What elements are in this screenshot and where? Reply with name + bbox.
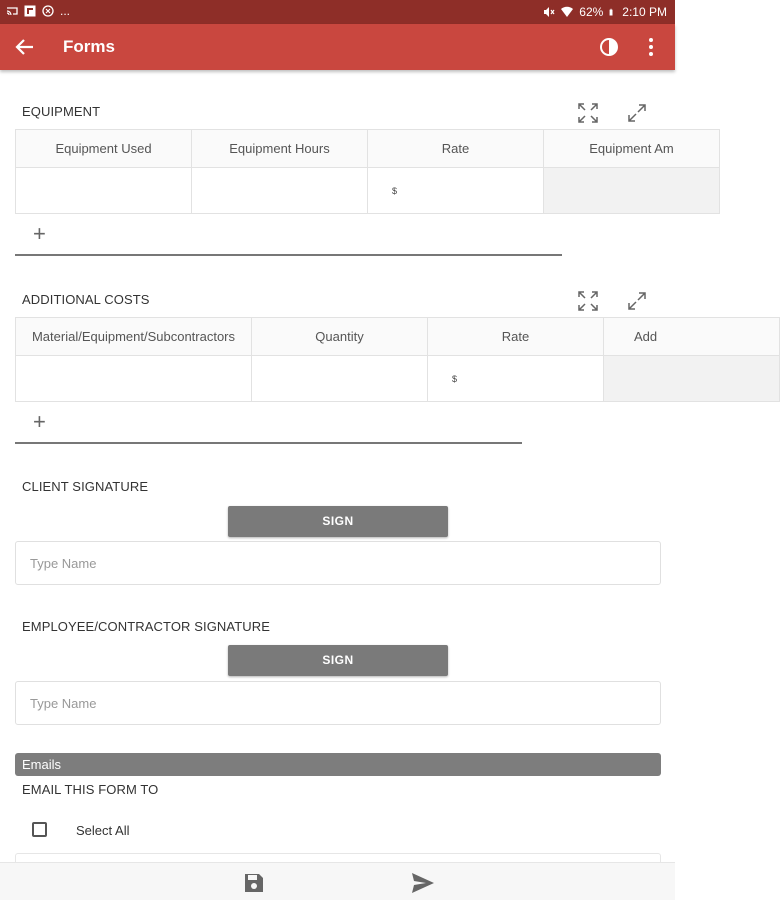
column-header: Equipment Am [544,130,720,168]
app-bar [0,24,675,70]
battery-icon [609,6,616,18]
fullscreen-icon[interactable] [626,290,648,312]
rate-cell[interactable]: $ [428,356,604,402]
employee-signature-title: EMPLOYEE/CONTRACTOR SIGNATURE [22,619,271,634]
quantity-cell[interactable] [252,356,428,402]
client-name-input[interactable] [15,541,661,585]
additional-costs-divider [15,442,522,444]
table-header-row [16,318,780,356]
email-form-title: EMAIL THIS FORM TO [22,782,159,797]
status-bar [0,0,675,24]
app-notification-icon [42,5,54,17]
additional-costs-table [15,317,780,402]
mute-icon [543,6,555,18]
equipment-hours-cell[interactable] [192,168,368,214]
additional-costs-table-wrapper [15,317,660,403]
equipment-divider [15,254,562,256]
table-row [16,356,780,402]
cast-icon [6,5,18,17]
equipment-section-title: EQUIPMENT [22,104,101,119]
employee-name-input[interactable] [15,681,661,725]
select-all-label[interactable]: Select All [76,823,130,838]
employee-sign-button[interactable]: SIGN [228,645,448,676]
send-icon[interactable] [411,872,435,894]
battery-percent: 62% [579,5,604,19]
column-header: Equipment Used [16,130,192,168]
bottom-action-bar [0,862,675,900]
equipment-table [15,129,720,214]
wifi-icon [561,6,573,18]
additional-amount-cell [604,356,780,402]
expand-icon[interactable] [577,102,599,124]
equipment-table-wrapper [15,129,674,215]
status-right-icons [543,5,667,19]
select-all-checkbox[interactable] [32,822,47,837]
table-header-row [16,130,720,168]
column-header: Quantity [252,318,428,356]
more-vert-icon[interactable] [640,35,662,59]
column-header: Material/Equipment/Subcontractors [16,318,252,356]
flipboard-icon [24,5,36,17]
client-signature-title: CLIENT SIGNATURE [22,479,149,494]
expand-icon[interactable] [577,290,599,312]
column-header: Rate [428,318,604,356]
emails-section-bar[interactable]: Emails [15,753,661,776]
client-sign-button[interactable]: SIGN [228,506,448,537]
clock: 2:10 PM [622,5,667,19]
column-header: Rate [368,130,544,168]
material-cell[interactable] [16,356,252,402]
column-header: Add [604,318,780,356]
rate-cell[interactable]: $ [368,168,544,214]
status-left-icons [6,4,70,18]
equipment-amount-cell [544,168,720,214]
page-title: Forms [63,37,115,56]
column-header: Equipment Hours [192,130,368,168]
save-icon[interactable] [243,872,265,894]
equipment-used-cell[interactable] [16,168,192,214]
add-equipment-row-button[interactable]: + [33,221,46,246]
additional-costs-section-title: ADDITIONAL COSTS [22,292,150,307]
back-arrow-icon[interactable] [13,35,37,59]
add-cost-row-button[interactable]: + [33,409,46,434]
fullscreen-icon[interactable] [626,102,648,124]
contrast-icon[interactable] [598,36,620,58]
table-row [16,168,720,214]
status-more-notifications: ... [60,4,71,18]
